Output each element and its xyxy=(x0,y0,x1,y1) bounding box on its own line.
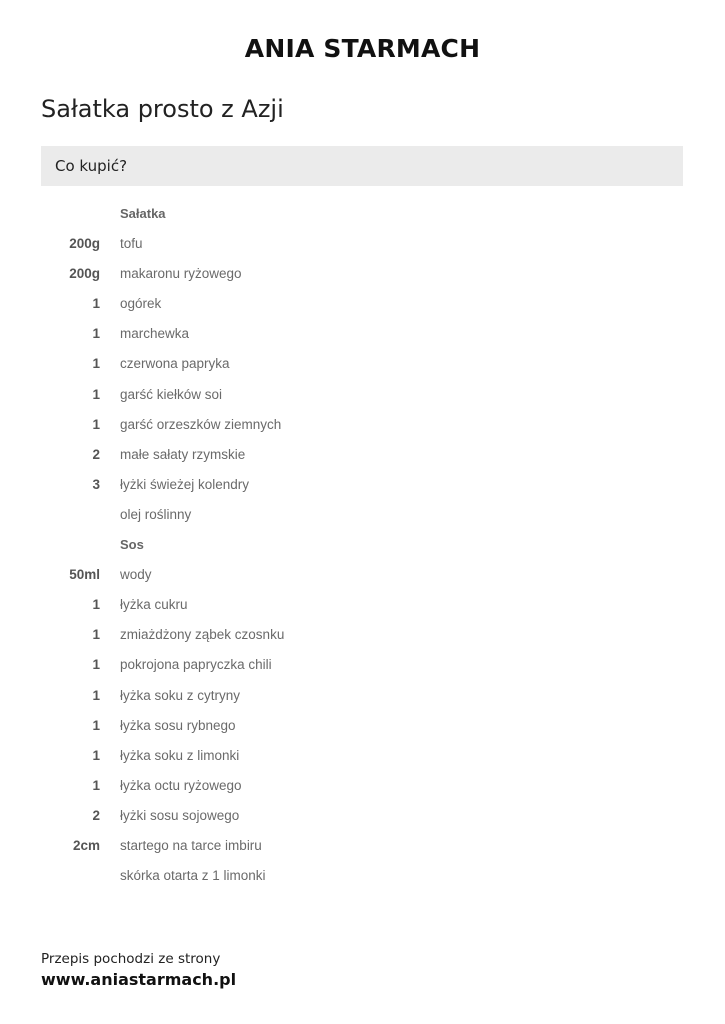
ingredient-name: łyżki sosu sojowego xyxy=(120,807,240,823)
ingredient-row xyxy=(41,470,683,500)
footer-website-link[interactable]: www.aniastarmach.pl xyxy=(41,970,237,989)
ingredient-name: garść orzeszków ziemnych xyxy=(120,416,282,432)
ingredient-row xyxy=(41,741,683,771)
ingredient-row xyxy=(41,500,683,530)
ingredient-quantity: 1 xyxy=(92,416,100,432)
ingredient-quantity: 1 xyxy=(92,386,100,402)
ingredient-group-header xyxy=(41,199,683,229)
ingredient-name: łyżka soku z limonki xyxy=(120,747,240,763)
ingredient-group-label: Sałatka xyxy=(120,206,166,221)
ingredient-row xyxy=(41,259,683,289)
ingredient-row xyxy=(41,560,683,590)
ingredient-row xyxy=(41,711,683,741)
ingredient-row xyxy=(41,229,683,259)
ingredient-row xyxy=(41,831,683,861)
ingredient-quantity: 1 xyxy=(92,326,100,342)
ingredient-row xyxy=(41,590,683,620)
ingredient-quantity: 50ml xyxy=(69,567,100,583)
ingredient-quantity: 2 xyxy=(92,446,100,462)
ingredient-quantity: 1 xyxy=(92,687,100,703)
ingredient-quantity: 2cm xyxy=(72,837,100,853)
ingredient-name: startego na tarce imbiru xyxy=(120,837,262,853)
section-header xyxy=(41,146,683,186)
section-header-label: Co kupić? xyxy=(55,157,128,175)
ingredient-name: tofu xyxy=(120,236,143,252)
ingredient-name: wody xyxy=(120,567,152,583)
ingredient-quantity: 1 xyxy=(92,597,100,613)
ingredient-quantity: 1 xyxy=(92,717,100,733)
ingredient-name: skórka otarta z 1 limonki xyxy=(120,868,266,884)
ingredient-name: małe sałaty rzymskie xyxy=(120,446,246,462)
ingredient-name: łyżka soku z cytryny xyxy=(120,687,241,703)
footer xyxy=(41,949,236,991)
ingredient-name: łyżka sosu rybnego xyxy=(120,717,236,733)
ingredient-name: olej roślinny xyxy=(120,506,192,522)
ingredient-quantity: 3 xyxy=(92,476,100,492)
ingredient-quantity: 200g xyxy=(69,236,100,252)
ingredient-name: ogórek xyxy=(120,296,162,312)
footer-source-note: Przepis pochodzi ze strony xyxy=(41,951,221,967)
ingredient-row xyxy=(41,410,683,440)
ingredient-quantity: 1 xyxy=(92,296,100,312)
ingredient-quantity: 1 xyxy=(92,657,100,673)
ingredient-quantity: 200g xyxy=(69,266,100,282)
ingredient-row xyxy=(41,349,683,379)
ingredient-list xyxy=(41,199,683,891)
ingredient-name: zmiażdżony ząbek czosnku xyxy=(120,627,285,643)
ingredient-quantity: 1 xyxy=(92,356,100,372)
ingredient-row xyxy=(41,380,683,410)
ingredient-row xyxy=(41,289,683,319)
ingredient-row xyxy=(41,801,683,831)
ingredient-row xyxy=(41,650,683,680)
ingredient-name: marchewka xyxy=(120,326,190,342)
ingredient-row xyxy=(41,861,683,891)
ingredient-name: makaronu ryżowego xyxy=(120,266,242,282)
ingredient-quantity: 1 xyxy=(92,777,100,793)
ingredient-name: czerwona papryka xyxy=(120,356,230,372)
ingredient-row xyxy=(41,440,683,470)
ingredient-row xyxy=(41,771,683,801)
ingredient-quantity: 1 xyxy=(92,627,100,643)
ingredient-row xyxy=(41,681,683,711)
ingredient-group-header xyxy=(41,530,683,560)
recipe-title: Sałatka prosto z Azji xyxy=(41,95,284,123)
ingredient-group-label: Sos xyxy=(120,537,144,553)
ingredient-name: łyżka octu ryżowego xyxy=(120,777,242,793)
ingredient-name: pokrojona papryczka chili xyxy=(120,657,272,673)
ingredient-name: garść kiełków soi xyxy=(120,386,223,402)
ingredient-row xyxy=(41,620,683,650)
ingredient-row xyxy=(41,319,683,349)
ingredient-name: łyżki świeżej kolendry xyxy=(120,476,250,492)
ingredient-name: łyżka cukru xyxy=(120,597,188,613)
ingredient-quantity: 2 xyxy=(92,807,100,823)
ingredient-quantity: 1 xyxy=(92,747,100,763)
brand-title: ANIA STARMACH xyxy=(244,34,481,63)
